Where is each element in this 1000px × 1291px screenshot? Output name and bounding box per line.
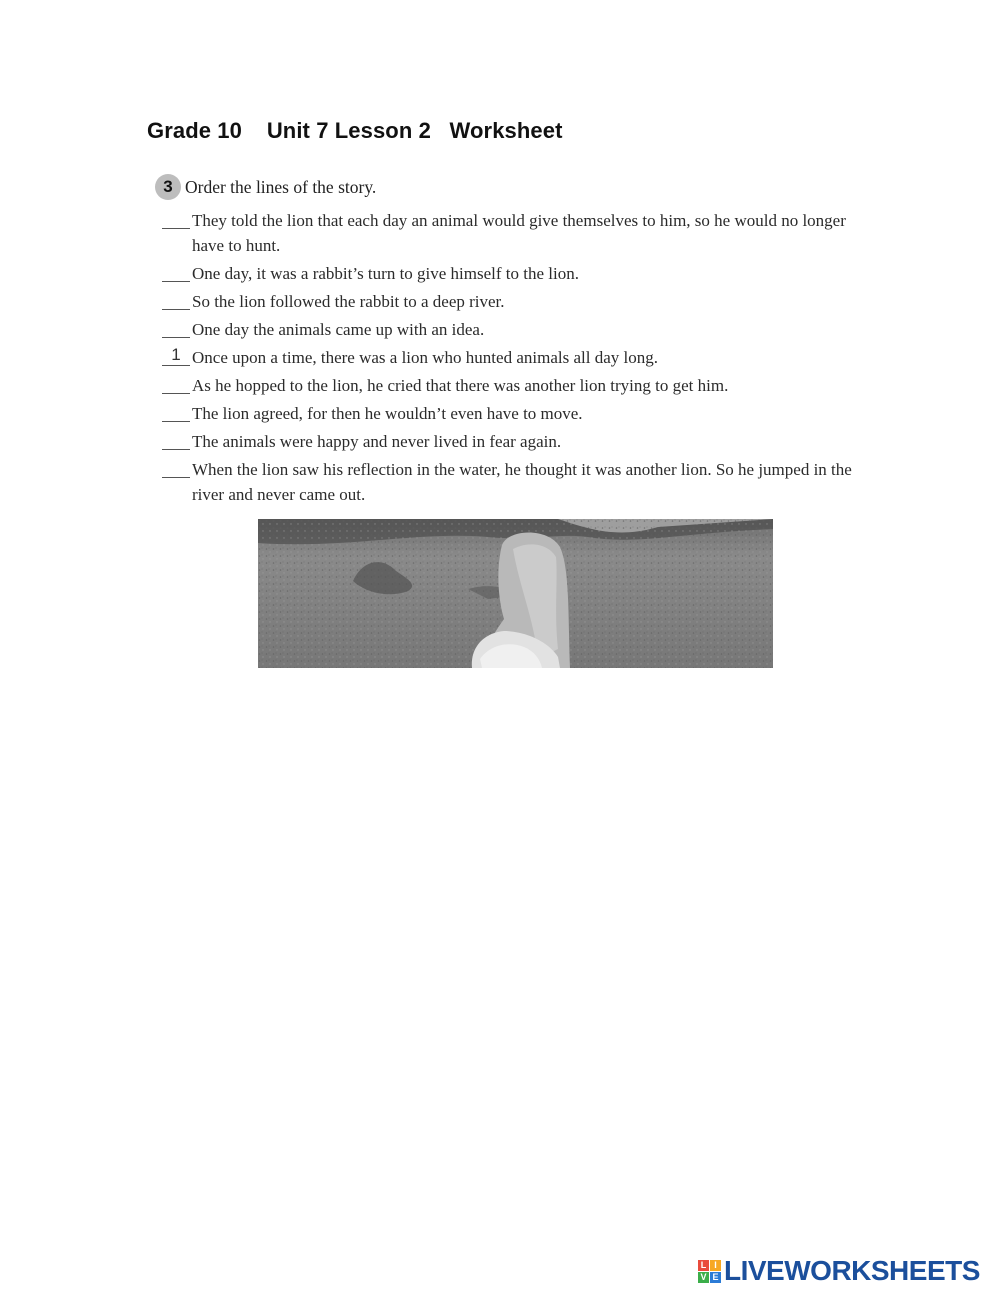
logo-text: LIVEWORKSHEETS (724, 1255, 980, 1286)
exercise-header (155, 174, 376, 200)
logo-tile-l: L (698, 1260, 709, 1271)
story-line-text: The animals were happy and never lived in fear again. (192, 432, 562, 451)
story-line (162, 457, 872, 507)
story-line (162, 429, 872, 454)
page-title: Grade 10 Unit 7 Lesson 2 Worksheet (147, 118, 563, 143)
exercise-number-badge: 3 (155, 174, 181, 200)
answer-blank[interactable]: 1 (162, 345, 190, 366)
answer-blank[interactable] (162, 457, 190, 478)
story-line (162, 317, 872, 342)
story-line-text: The lion agreed, for then he wouldn’t even have to move. (192, 404, 583, 423)
story-line-text: When the lion saw his reflection in the water, he thought it was another lion. So he jumped in the river and never came out. (192, 460, 852, 504)
story-line-text: As he hopped to the lion, he cried that there was another lion trying to get him. (192, 376, 729, 395)
story-line-text: Once upon a time, there was a lion who hunted animals all day long. (192, 348, 658, 367)
lion-photo (258, 519, 773, 668)
answer-blank[interactable] (162, 401, 190, 422)
story-line-text: They told the lion that each day an animal would give themselves to him, so he would no longer have to hunt. (192, 211, 846, 255)
story-line (162, 208, 872, 258)
story-line (162, 401, 872, 426)
lion-photo-drawing (258, 519, 773, 668)
story-lines-list (162, 208, 872, 510)
answer-blank[interactable] (162, 373, 190, 394)
logo-tile-i: I (710, 1260, 721, 1271)
answer-blank[interactable] (162, 429, 190, 450)
story-line-text: One day the animals came up with an idea. (192, 320, 485, 339)
exercise-instruction: Order the lines of the story. (185, 176, 377, 197)
liveworksheets-logo (698, 1255, 980, 1287)
story-line (162, 345, 872, 370)
story-line (162, 289, 872, 314)
story-line-text: One day, it was a rabbit’s turn to give himself to the lion. (192, 264, 579, 283)
answer-blank[interactable] (162, 317, 190, 338)
liveworksheets-logo-icon (698, 1260, 721, 1283)
logo-tile-e: E (710, 1272, 721, 1283)
answer-blank[interactable] (162, 289, 190, 310)
story-line (162, 373, 872, 398)
answer-blank[interactable] (162, 261, 190, 282)
answer-blank[interactable] (162, 208, 190, 229)
story-line-text: So the lion followed the rabbit to a deep river. (192, 292, 505, 311)
logo-tile-v: V (698, 1272, 709, 1283)
story-line (162, 261, 872, 286)
